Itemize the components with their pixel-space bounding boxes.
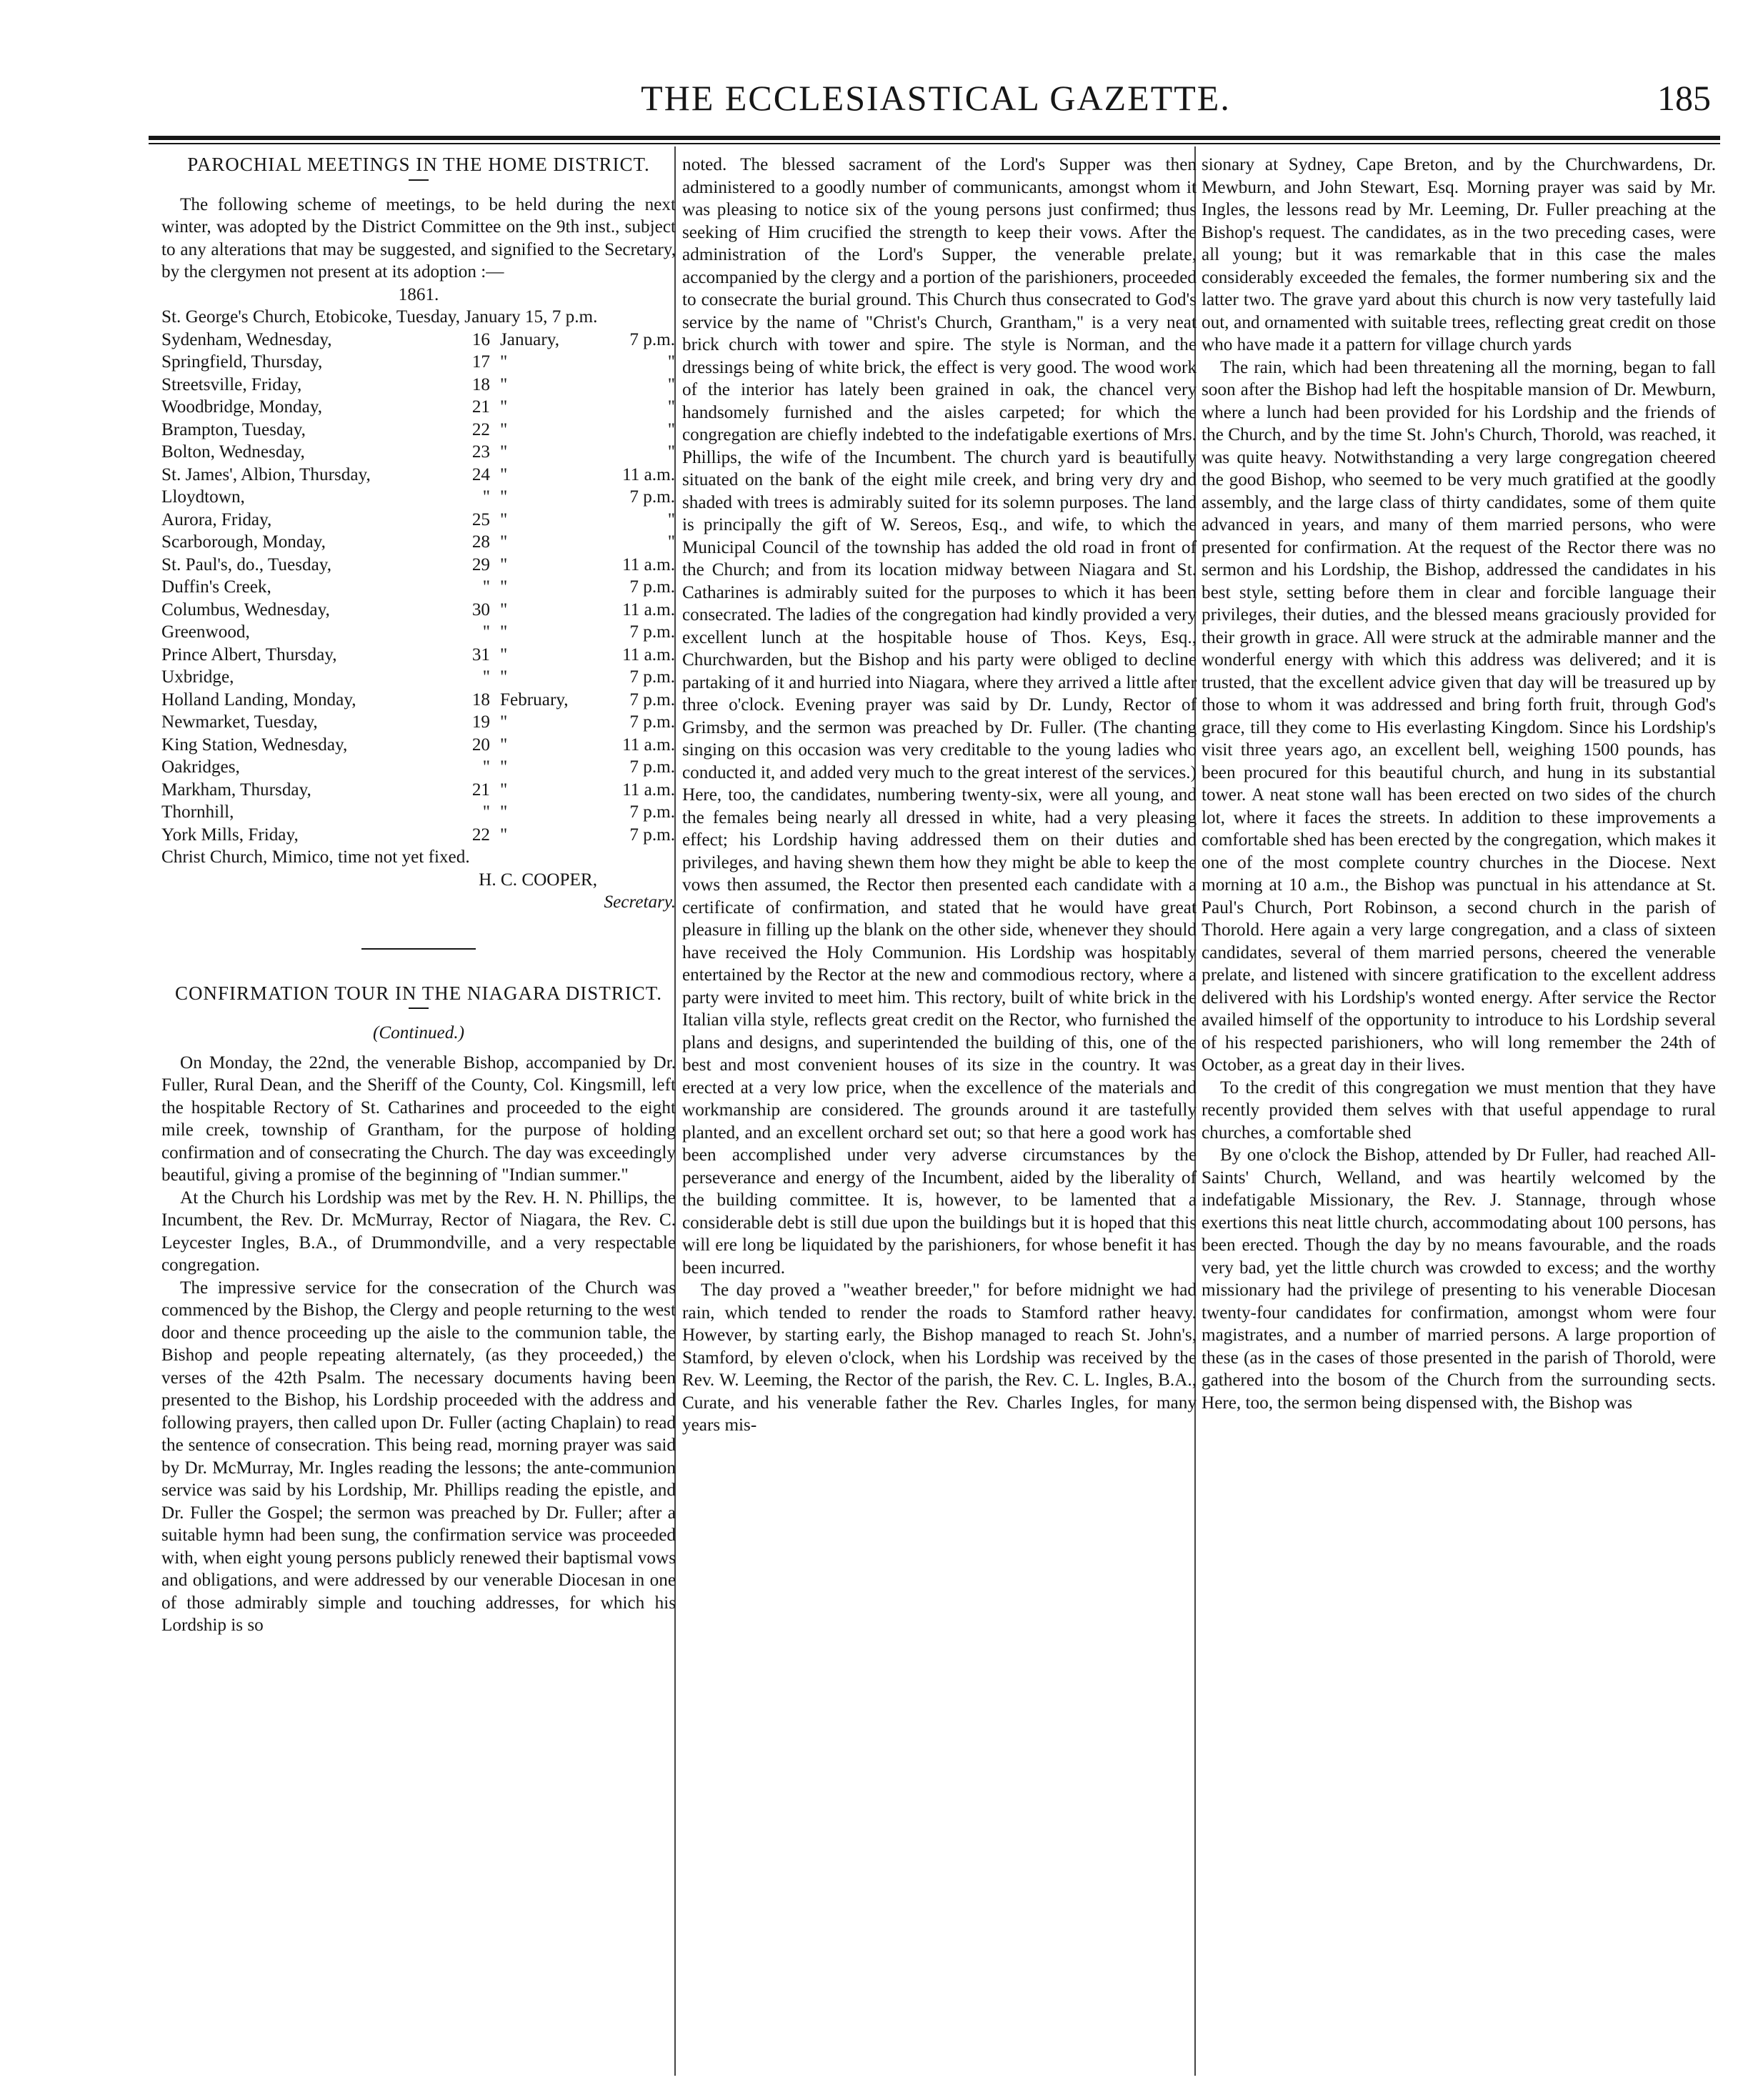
schedule-month: "	[500, 532, 508, 552]
schedule-place: Holland Landing, Monday,	[161, 690, 356, 710]
schedule-place: Streetsville, Friday,	[161, 374, 302, 394]
schedule-time: 11 a.m.	[622, 464, 675, 484]
tour-heading: CONFIRMATION TOUR IN THE NIAGARA DISTRICT.	[174, 982, 663, 1004]
schedule-place: St. James', Albion, Thursday,	[161, 464, 371, 484]
schedule-month: "	[500, 419, 508, 439]
schedule-time: 11 a.m.	[622, 554, 675, 574]
schedule-row	[161, 486, 676, 509]
article-paragraph: sionary at Sydney, Cape Breton, and by the Churchwardens, Dr. Mewburn, and John Stewart, Esq. Morning prayer was said by Mr. Ingles, the lessons read by Mr. Leeming, Dr. Fuller preaching at the Bishop's request. The candidates, as in the two preceding cases, were all young; but it was remarkable that in this case the males considerably exceeded the females, the former numbering six and the latter two. The grave yard about this church is now very tastefully laid out, and ornamented with suitable trees, reflecting great credit on those who have made it a pattern for village church yards	[1202, 155, 1716, 354]
schedule-day: 29	[471, 554, 490, 574]
article-paragraph: The impressive service for the consecration of the Church was commenced by the Bishop, the Clergy and people returning to the west door and thence proceeding up the aisle to the communion table, the Bishop and people repeating alternately, (as they proceeded,) the verses of the 42th Psalm. The necessary documents having been presented to the Bishop, his Lordship proceeded with the address and following prayers, then called upon Dr. Fuller (acting Chaplain) to read the sentence of consecration. This being read, morning prayer was said by Dr. McMurray, Mr. Ingles reading the lessons; the ante-communion service was said by his Lordship, Mr. Phillips reading the epistle, and Dr. Fuller the Gospel; the sermon was preached by Dr. Fuller; after a suitable hymn had been sung, the confirmation service was proceeded with, when eight young persons publicly renewed their baptismal vows and obligations, and were addressed by our venerable Diocesan in one of those admirably simple and touching addresses, for which his Lordship is so	[161, 1278, 676, 1635]
schedule-place: Thornhill,	[161, 802, 234, 822]
schedule-year: 1861.	[398, 284, 439, 304]
signature-title: Secretary.	[604, 892, 676, 912]
schedule-day: 19	[471, 712, 490, 732]
schedule-day: 21	[471, 780, 490, 800]
column-right	[1202, 154, 1716, 2076]
schedule-time: 11 a.m.	[622, 645, 675, 665]
schedule-place: Aurora, Friday,	[161, 509, 272, 529]
schedule-time: 11 a.m.	[622, 780, 675, 800]
schedule-place: Uxbridge,	[161, 667, 234, 687]
schedule-day: "	[482, 757, 490, 777]
schedule-time: "	[667, 509, 675, 529]
schedule-row	[161, 531, 676, 554]
schedule-row	[161, 464, 676, 487]
schedule-day: 22	[471, 419, 490, 439]
schedule-row	[161, 554, 676, 577]
schedule-time: "	[667, 352, 675, 372]
schedule-row	[161, 374, 676, 397]
schedule-row	[161, 779, 676, 802]
schedule-month: "	[500, 599, 508, 619]
article-paragraph: To the credit of this congregation we must mention that they have recently provided them selves with that useful appendage to rural churches, a comfortable shed	[1202, 1078, 1716, 1143]
schedule-row	[161, 734, 676, 757]
schedule-time: 11 a.m.	[622, 599, 675, 619]
schedule-place: Lloydtown,	[161, 487, 245, 507]
schedule-row	[161, 599, 676, 622]
schedule-day: 24	[471, 464, 490, 484]
schedule-day: 25	[471, 509, 490, 529]
schedule-month: "	[500, 487, 508, 507]
schedule-row	[161, 689, 676, 712]
schedule-time: 7 p.m.	[629, 487, 675, 507]
schedule-time: 11 a.m.	[622, 735, 675, 755]
section-divider	[361, 948, 476, 950]
column-middle	[682, 154, 1197, 2076]
header-rule-thin	[149, 143, 1720, 144]
schedule-row	[161, 509, 676, 532]
schedule-time: 7 p.m.	[629, 622, 675, 642]
schedule-time: 7 p.m.	[629, 802, 675, 822]
schedule-month: "	[500, 622, 508, 642]
meeting-schedule	[161, 329, 676, 847]
signature-name: H. C. COOPER,	[479, 870, 597, 890]
schedule-time: "	[667, 397, 675, 417]
article-paragraph: The day proved a "weather breeder," for before midnight we had rain, which tended to render the roads to Stamford rather heavy. However, by starting early, the Bishop managed to reach St. John's, Stamford, by eleven o'clock, when his Lordship was received by the Rev. W. Leeming, the Rector of the parish, the Rev. C. L. Ingles, B.A., Curate, and his venerable father the Rev. Charles Ingles, for many years mis-	[682, 1280, 1197, 1435]
schedule-row	[161, 441, 676, 464]
schedule-last-entry: Christ Church, Mimico, time not yet fixed.	[161, 847, 470, 867]
schedule-first-entry: St. George's Church, Etobicoke, Tuesday, January 15, 7 p.m.	[161, 307, 598, 327]
schedule-place: York Mills, Friday,	[161, 825, 299, 845]
schedule-place: Markham, Thursday,	[161, 780, 311, 800]
schedule-month: "	[500, 374, 508, 394]
schedule-row	[161, 824, 676, 847]
schedule-time: 7 p.m.	[629, 712, 675, 732]
schedule-month: "	[500, 780, 508, 800]
header-rule	[149, 136, 1720, 140]
schedule-row	[161, 644, 676, 667]
schedule-row	[161, 351, 676, 374]
schedule-time: "	[667, 419, 675, 439]
schedule-place: Brampton, Tuesday,	[161, 419, 306, 439]
schedule-row	[161, 756, 676, 779]
schedule-day: 28	[471, 532, 490, 552]
schedule-month: "	[500, 442, 508, 462]
schedule-row	[161, 711, 676, 734]
running-head	[154, 77, 1718, 127]
schedule-place: King Station, Wednesday,	[161, 735, 348, 755]
schedule-day: 22	[471, 825, 490, 845]
meetings-intro: The following scheme of meetings, to be held during the next winter, was adopted by the District Committee on the 9th inst., subject to any alterations that may be suggested, and signified to the Secretary, by the clergymen not present at its adoption :—	[161, 194, 676, 282]
column-left	[161, 154, 676, 2076]
meetings-heading: PAROCHIAL MEETINGS IN THE HOME DISTRICT.	[187, 154, 650, 175]
schedule-month: "	[500, 554, 508, 574]
schedule-day: "	[482, 667, 490, 687]
schedule-row	[161, 419, 676, 442]
page-number: 185	[1657, 78, 1711, 118]
schedule-month: "	[500, 735, 508, 755]
schedule-day: 21	[471, 397, 490, 417]
schedule-month: "	[500, 509, 508, 529]
schedule-place: Greenwood,	[161, 622, 250, 642]
schedule-day: "	[482, 577, 490, 597]
article-paragraph: By one o'clock the Bishop, attended by Dr Fuller, had reached All-Saints' Church, Welland, and was heartily welcomed by the indefatigable Missionary, the Rev. J. Stannage, through whose exertions this neat little church, accommodating about 100 persons, has been erected. Though the day by no means favourable, and the roads very bad, yet the little church was crowded to excess; and the worthy missionary had the privilege of presenting to his venerable Diocesan twenty-four candidates for confirmation, amongst whom were four magistrates, and a number of married persons. A large proportion of these (as in the cases of those presented in the parish of Thorold, were gathered into the bosom of the Church from the surrounding sects. Here, too, the sermon being dispensed with, the Bishop was	[1202, 1145, 1716, 1413]
schedule-time: "	[667, 532, 675, 552]
article-paragraph: On Monday, the 22nd, the venerable Bishop, accompanied by Dr. Fuller, Rural Dean, and the Sheriff of the County, Col. Kingsmill, left the hospitable Rectory of St. Catharines and proceeded to the eight mile creek, township of Grantham, for the purpose of holding confirmation and of consecrating the Church. The day was exceedingly beautiful, giving a promise of the beginning of "Indian summer."	[161, 1053, 676, 1185]
schedule-place: Sydenham, Wednesday,	[161, 329, 332, 349]
schedule-time: 7 p.m.	[629, 577, 675, 597]
schedule-month: "	[500, 397, 508, 417]
article-paragraph: noted. The blessed sacrament of the Lord's Supper was then administered to a goodly number of communicants, amongst whom it was pleasing to notice six of the young persons just confirmed; thus seeking of Him crucified the strength to keep their vows. After the administration of the Lord's Supper, the venerable prelate, accompanied by the clergy and a portion of the parishioners, proceeded to consecrate the burial ground. This Church thus consecrated to God's service by the name of "Christ's Church, Grantham," is a very neat brick church with tower and spire. The style is Norman, and the dressings being of white brick, the effect is very good. The wood work of the interior has lately been grained in oak, the chancel very handsomely furnished and the aisles carpeted; for which the congregation are chiefly indebted to the indefatigable exertions of Mrs. Phillips, the wife of the Incumbent. The church yard is beautifully situated on the bank of the eight mile creek, and bring very dry and shaded with trees is admirably suited for its solemn purposes. The land is principally the gift of W. Sereos, Esq., and wife, to which the Municipal Council of the township has added the old road in front of the Church; and from its location midway between Niagara and St. Catharines is admirably suited for the purposes to which it has been consecrated. The ladies of the congregation had kindly provided a very excellent lunch at the hospitable house of Thos. Keys, Esq., Churchwarden, but the Bishop and his party were obliged to decline partaking of it and hurried into Niagara, where they arrived a little after three o'clock. Evening prayer was said by Dr. Lundy, Rector of Grimsby, and the sermon was preached by Dr. Fuller. (The chanting singing on this occasion was very creditable to the young ladies who conducted it, and added very much to the great interest of the services.) Here, too, the candidates, numbering twenty-six, were all young, and the females being nearly all dressed in white, had a very pleasing effect; his Lordship having addressed them on their duties and privileges, and having shewn them how they might be able to keep the vows then assumed, the Rector then presented each candidate with a certificate of confirmation, and stated that he would have great pleasure in filling up the blank on the other side, whenever they should have received the Holy Communion. His Lordship was hospitably entertained by the Rector at the new and commodious rectory, where a party were invited to meet him. This rectory, built of white brick in the Italian villa style, reflects great credit on the Rector, who furnished the plans and designs, and superintended the building of this, one of the best and most convenient houses of its size in the country. It was erected at a very low price, when the excellence of the materials and workmanship are considered. The grounds around it are tastefully planted, and an excellent orchard set out; so that here a good work has been accomplished under very adverse circumstances by the perseverance and energy of the Incumbent, aided by the liberality of the building committee. It is, however, to be lamented that a considerable debt is still due upon the buildings but it is hoped that this will ere long be liquidated by the parishioners, for whose benefit it has been incurred.	[682, 155, 1197, 1278]
schedule-time: "	[667, 374, 675, 394]
schedule-month: "	[500, 352, 508, 372]
schedule-month: "	[500, 645, 508, 665]
schedule-row	[161, 329, 676, 352]
schedule-row	[161, 801, 676, 824]
schedule-month: "	[500, 825, 508, 845]
schedule-month: "	[500, 577, 508, 597]
continued-label: (Continued.)	[372, 1023, 465, 1042]
article-paragraph: At the Church his Lordship was met by the Rev. H. N. Phillips, the Incumbent, the Rev. Dr. McMurray, Rector of Niagara, the Rev. C. Leycester Ingles, B.A., of Drummondville, and a very respectable congregation.	[161, 1188, 676, 1275]
schedule-month: "	[500, 757, 508, 777]
schedule-time: 7 p.m.	[629, 757, 675, 777]
schedule-place: Springfield, Thursday,	[161, 352, 323, 372]
schedule-place: Prince Albert, Thursday,	[161, 645, 337, 665]
schedule-month: "	[500, 667, 508, 687]
schedule-time: 7 p.m.	[629, 825, 675, 845]
schedule-place: St. Paul's, do., Tuesday,	[161, 554, 332, 574]
schedule-place: Oakridges,	[161, 757, 240, 777]
schedule-month: February,	[500, 690, 569, 710]
schedule-day: "	[482, 487, 490, 507]
article-paragraph: The rain, which had been threatening all the morning, began to fall soon after the Bishop had left the hospitable mansion of Dr. Mewburn, where a lunch had been provided for his Lordship and the friends of the Church, and by the time St. John's Church, Thorold, was reached, it was quite heavy. Notwithstanding a very large congregation cheered the good Bishop, who seemed to be very much gratified at the goodly assembly, and the large class of thirty candidates, some of them quite advanced in years, and many of them married persons, who were presented for confirmation. At the request of the Rector there was no sermon and his Lordship, the Bishop, addressed the candidates in his best style, setting before them in clear and forcible language their privileges, their duties, and the blessed means graciously provided for their growth in grace. All were struck at the admirable manner and the wonderful energy with which this address was delivered; and it is trusted, that the excellent advice given that day will be treasured up by those to whom it was addressed and bring forth fruit, through God's grace, till they come to His everlasting Kingdom. Since his Lordship's visit three years ago, an excellent bell, weighing 1500 pounds, has been procured for this beautiful church, and hung in its substantial tower. A neat stone wall has been erected on two sides of the church lot, where it faces the streets. In addition to these improvements a comfortable shed has been erected by the congregation, which makes it one of the most complete country churches in the Diocese. Next morning at 10 a.m., the Bishop was punctual in his attendance at St. Paul's Church, Port Robinson, a second church in the parish of Thorold. Here again a very large congregation, and a class of sixteen candidates, several of them married persons, cheered the venerable prelate, and listened with sincere gratification to the excellent address delivered with his Lordship's wonted energy. After service the Rector availed himself of the opportunity to introduce to his Lordship several of his respected parishioners, who will long remember the 24th of October, as a great day in their lives.	[1202, 357, 1716, 1075]
schedule-time: 7 p.m.	[629, 690, 675, 710]
schedule-row	[161, 666, 676, 689]
schedule-day: "	[482, 802, 490, 822]
schedule-place: Newmarket, Tuesday,	[161, 712, 318, 732]
schedule-time: 7 p.m.	[629, 667, 675, 687]
schedule-month: January,	[500, 329, 559, 349]
schedule-row	[161, 621, 676, 644]
heading-dash	[409, 179, 429, 181]
schedule-day: 31	[471, 645, 490, 665]
schedule-place: Duffin's Creek,	[161, 577, 271, 597]
schedule-place: Scarborough, Monday,	[161, 532, 326, 552]
schedule-day: 16	[471, 329, 490, 349]
schedule-time: "	[667, 442, 675, 462]
schedule-day: 18	[471, 374, 490, 394]
schedule-month: "	[500, 712, 508, 732]
schedule-row	[161, 576, 676, 599]
schedule-day: 23	[471, 442, 490, 462]
schedule-place: Columbus, Wednesday,	[161, 599, 330, 619]
schedule-row	[161, 396, 676, 419]
schedule-day: "	[482, 622, 490, 642]
heading-dash	[409, 1007, 429, 1009]
schedule-month: "	[500, 802, 508, 822]
schedule-day: 17	[471, 352, 490, 372]
schedule-day: 20	[471, 735, 490, 755]
schedule-month: "	[500, 464, 508, 484]
schedule-place: Bolton, Wednesday,	[161, 442, 305, 462]
publication-title: THE ECCLESIASTICAL GAZETTE.	[641, 78, 1231, 118]
schedule-day: 18	[471, 690, 490, 710]
schedule-time: 7 p.m.	[629, 329, 675, 349]
schedule-day: 30	[471, 599, 490, 619]
schedule-place: Woodbridge, Monday,	[161, 397, 323, 417]
